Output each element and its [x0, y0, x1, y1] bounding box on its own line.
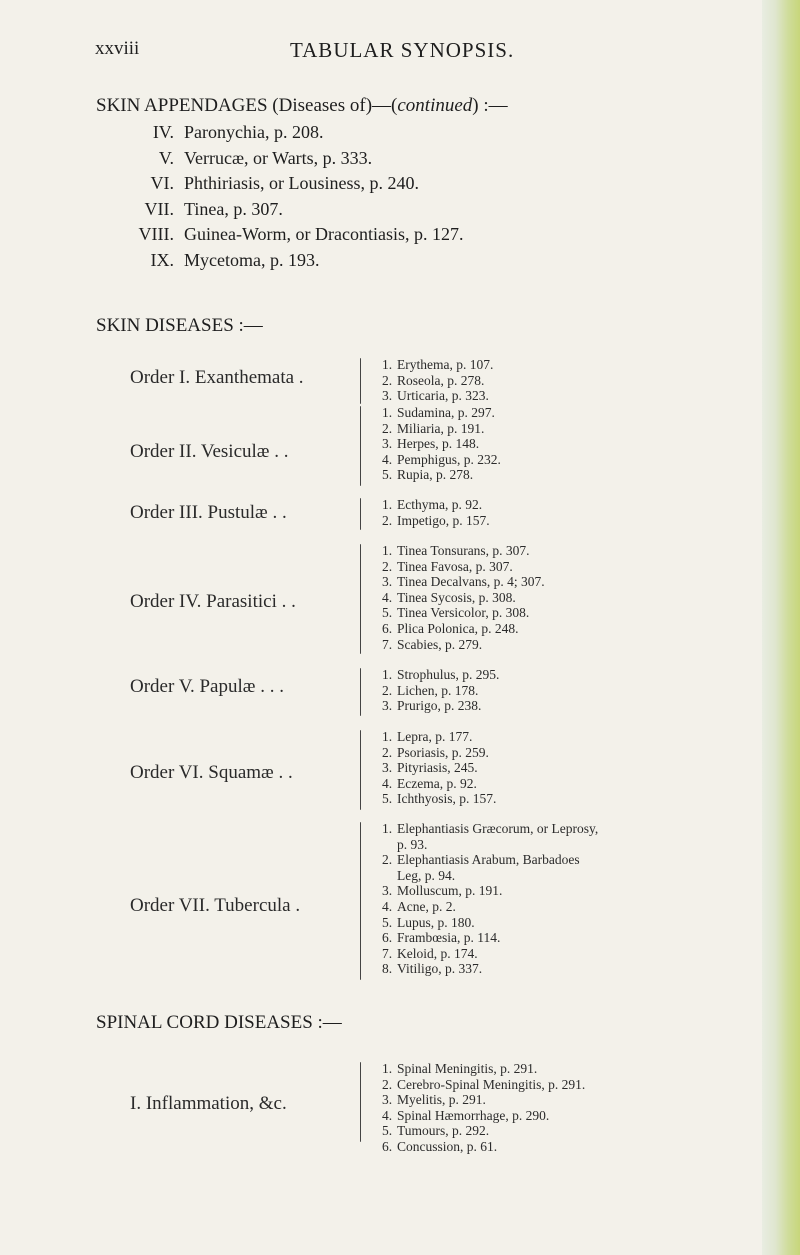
order-sublist: 1. Erythema, p. 107. 2. Roseola, p. 278. 3. Urticaria, p. 323. [382, 357, 494, 404]
order-label: Order I. Exanthemata . [130, 367, 304, 388]
order-label: Order VI. Squamæ . . [130, 762, 293, 783]
section-heading-skin-diseases: SKIN DISEASES :— [96, 315, 263, 336]
section-heading-spinal-cord: SPINAL CORD DISEASES :— [96, 1012, 342, 1033]
order-sublist: 1. Tinea Tonsurans, p. 307. 2. Tinea Favosa, p. 307. 3. Tinea Decalvans, p. 4; 307. 4. Tinea Sycosis, p. 308. 5. Tinea Versicolor, p. 308. 6. Plica Polonica, p. 248. 7. Scabies, p. 279. [382, 543, 545, 652]
list-item: IX. Mycetoma, p. 193. [150, 249, 320, 270]
order-sublist: 1. Lepra, p. 177. 2. Psoriasis, p. 259. 3. Pityriasis, 245. 4. Eczema, p. 92. 5. Ichthyosis, p. 157. [382, 729, 497, 807]
brace [360, 498, 361, 530]
order-sublist: 1. Spinal Meningitis, p. 291. 2. Cerebro-Spinal Meningitis, p. 291. 3. Myelitis, p. 291. 4. Spinal Hæmorrhage, p. 290. 5. Tumours, p. 292. 6. Concussion, p. 61. [382, 1061, 586, 1154]
brace [360, 406, 361, 486]
order-sublist: 1. Ecthyma, p. 92. 2. Impetigo, p. 157. [382, 497, 490, 528]
list-item: VIII. Guinea-Worm, or Dracontiasis, p. 127. [138, 224, 464, 244]
brace [360, 358, 361, 404]
page-edge [762, 0, 800, 1255]
order-label: Order V. Papulæ . . . [130, 676, 284, 697]
appendages-list [130, 120, 463, 273]
order-label: Order II. Vesiculæ . . [130, 441, 289, 462]
order-label: Order IV. Parasitici . . [130, 591, 296, 612]
brace [360, 544, 361, 654]
brace [360, 730, 361, 810]
list-item: V. Verrucæ, or Warts, p. 333. [158, 147, 373, 168]
order-label: Order III. Pustulæ . . [130, 502, 287, 523]
order-sublist: 1. Strophulus, p. 295. 2. Lichen, p. 178. 3. Prurigo, p. 238. [382, 667, 500, 714]
order-sublist: 1. Sudamina, p. 297. 2. Miliaria, p. 191. 3. Herpes, p. 148. 4. Pemphigus, p. 232. 5. Rupia, p. 278. [382, 405, 501, 483]
page-number: xxviii [95, 38, 140, 59]
brace [360, 822, 361, 980]
order-sublist: 1. Elephantiasis Græcorum, or Leprosy, p. 93. 2. Elephantiasis Arabum, Barbadoes Leg, p. 94. 3. Molluscum, p. 191. 4. Acne, p. 2. 5. Lupus, p. 180. 6. Frambœsia, p. 114. 7. Keloid, p. 174. 8. Vitiligo, p. 337. [382, 821, 599, 977]
order-label: Order VII. Tubercula . [130, 895, 301, 916]
order-label: I. Inflammation, &c. [130, 1093, 287, 1114]
brace [360, 668, 361, 716]
section-heading-skin-appendages: SKIN APPENDAGES (Diseases of)—(continued) :— [96, 95, 508, 116]
list-item: IV. Paronychia, p. 208. [152, 122, 324, 142]
running-title: TABULAR SYNOPSIS. [290, 38, 515, 62]
list-item: VI. Phthiriasis, or Lousiness, p. 240. [150, 173, 420, 193]
list-item: VII. Tinea, p. 307. [144, 198, 283, 219]
brace [360, 1062, 361, 1142]
